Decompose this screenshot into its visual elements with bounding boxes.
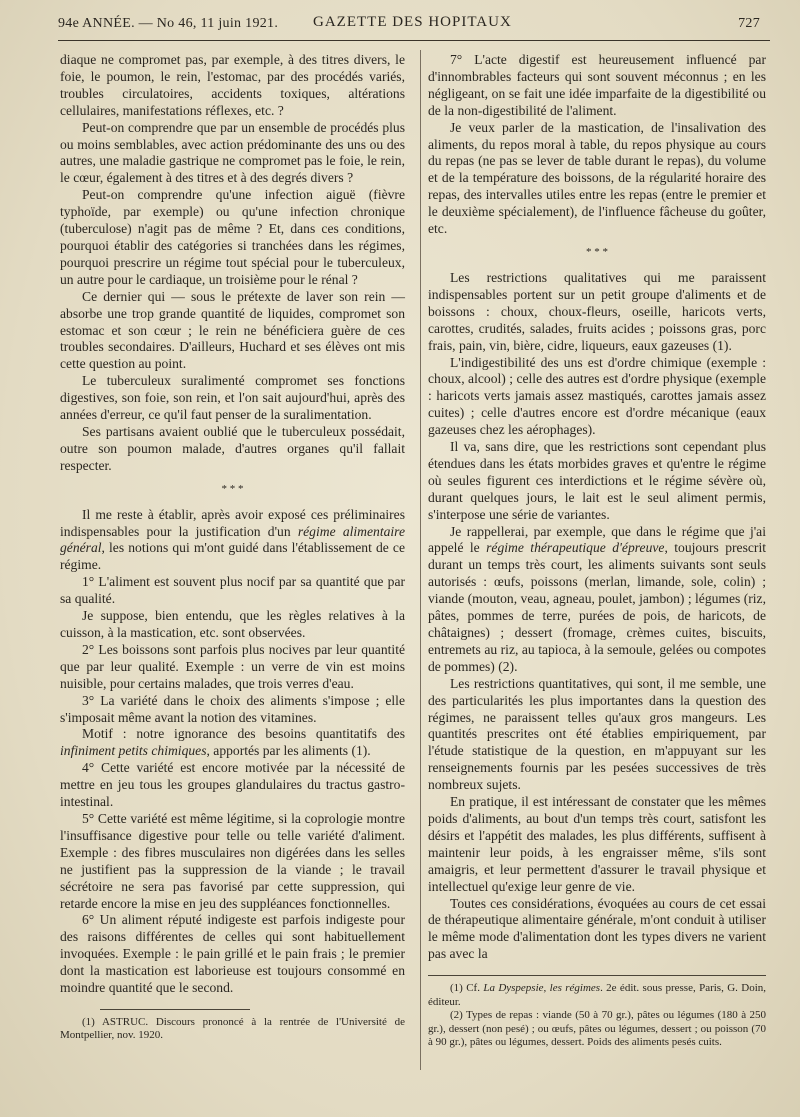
paragraph: En pratique, il est intéressant de constater que les mêmes poids d'aliments, au bout d'un temps très court, satisfont les désirs et l'appétit des malades, les plus différents, suffisent à maintenir leur poids, à les engraisser même, s'ils sont amaigris, et leur permettent d'assurer le travail physique et intellectuel qu'exige leur genre de vie. (428, 794, 766, 894)
text-run: , toujours prescrit durant un temps très court, les aliments suivants sont seuls autorisés : œufs, poissons (merlan, limande, sole, colin) ; viande (mouton, veau, agneau, poulet, jambon) ; légumes (riz, pâtes, pommes de terre, purées de pois, de haricots, de châtaignes) ; dessert (fromage, crèmes cuites, biscuits, entremets au riz, au tapioca, à la semoule, gelées ou compotes de pommes) (2). (428, 540, 766, 674)
paragraph: Peut-on comprendre que par un ensemble de procédés plus ou moins semblables, avec action prédominante des uns ou des autres, une maladie gastrique ne compromet pas le foie, le rein, le cœur, également à des titres et à des degrés divers ? (60, 119, 405, 186)
text-run: Il me reste à établir, après avoir exposé ces préliminaires indispensables pour la justification d'un (60, 506, 405, 539)
paragraph: 4° Cette variété est encore motivée par la nécessité de mettre en jeu tous les groupes glandulaires du tractus gastro-intestinal. (60, 760, 405, 810)
footnote-rule (100, 1009, 250, 1010)
text-run: , les notions qui m'ont guidé dans l'établissement de ce régime. (60, 540, 405, 573)
section-asterism: * * * (221, 482, 244, 495)
paragraph: Le tuberculeux suralimenté compromet ses fonctions digestives, son foie, son rein, et l'on sait aujourd'hui, après des années d'erreur, ce qu'il faut penser de la suralimentation. (60, 373, 405, 423)
paragraph: L'indigestibilité des uns est d'ordre chimique (exemple : choux, alcool) ; celle des autres est d'ordre physique (exemple : haricots verts jamais assez mastiqués, carottes jamais assez cuites) ; celle d'autres encore est d'ordre mécanique (eaux gazeuses chez les aérophages). (428, 354, 766, 438)
paragraph (60, 507, 405, 575)
text-run: (1) Cf. (450, 982, 484, 995)
paragraph: Toutes ces considérations, évoquées au cours de cet essai de thérapeutique alimentaire générale, m'ont conduit à utiliser le même mode d'alimentation dont les types divers ne varient pas avec la (428, 895, 766, 962)
paragraph: 1° L'aliment est souvent plus nocif par sa quantité que par sa qualité. (60, 574, 405, 607)
paragraph: Je suppose, bien entendu, que les règles relatives à la cuisson, à la mastication, etc. sont observées. (60, 608, 405, 640)
left-column (60, 52, 405, 1043)
paragraph: Ce dernier qui — sous le prétexte de laver son rein — absorbe une trop grande quantité de liquides, compromet son estomac et son cœur ; le rein ne bénéficiera guère de ces troubles secondaires. D'ailleurs, Huchard et ses élèves ont mis cette question au point. (60, 288, 405, 372)
paragraph: Peut-on comprendre qu'une infection aiguë (fièvre typhoïde, par exemple) ou qu'une infection chronique (tuberculose) n'agit pas de même ? Et, dans ces conditions, pourquoi établir des catégories si tranchées dans les régimes, pourquoi prescrire un régime tout spécial pour le tuberculeux, un autre pour le cardiaque, un troisième pour le rénal ? (60, 187, 405, 287)
paragraph: 6° Un aliment réputé indigeste est parfois indigeste pour des raisons différentes de celles qui sont habituellement invoquées. Exemple : le pain grillé et le pain frais ; le premier dont la mastication est laborieuse est toujours consommé en moindre quantité que le second. (60, 912, 405, 996)
italic-run: régime thérapeutique d'épreuve (486, 540, 665, 556)
footnote: (2) Types de repas : viande (50 à 70 gr.), pâtes ou légumes (180 à 250 gr.), dessert (non pesé) ; ou œufs, pâtes ou légumes, dessert ; ou poisson (70 à 90 gr.), pâtes ou légumes, dessert. Poids des aliments pesés cuits. (428, 1009, 766, 1049)
paragraph: Il va, sans dire, que les restrictions sont cependant plus étendues dans les états morbides graves et qu'entre le régime où seules figurent ces interdictions et le régime sévère où, durant quelques jours, le lait est le seul aliment permis, s'interpose une série de variantes. (428, 439, 766, 522)
text-run: , apportés par les aliments (1). (206, 743, 371, 759)
paragraph: diaque ne compromet pas, par exemple, à des titres divers, le foie, le poumon, le rein, l'estomac, par des procédés variés, troubles circulatoires, accidents toxiques, altérations cellulaires, manifestations réflexes, etc. ? (60, 52, 405, 118)
paragraph: Ses partisans avaient oublié que le tuberculeux possédait, outre son poumon malade, d'autres organes qu'il fallait respecter. (60, 423, 405, 473)
paragraph: Les restrictions quantitatives, qui sont, il me semble, une des particularités les plus importantes dans la question des régimes, ne paraissent telles qu'aux gros mangeurs. Les quantités prescrites ont été établies empiriquement, par l'étude statistique de la question, en m'appuyant sur les renseignements fournis par les pesées successives de très nombreux sujets. (428, 675, 766, 793)
paragraph: Les restrictions qualitatives qui me paraissent indispensables portent sur un petit groupe d'aliments et de boissons : choux, choux-fleurs, oseille, haricots verts, carottes, crudités, salades, fruits acides ; poissons gras, porc frais, pain, vin, bière, cidre, liqueurs, eaux gazeuses (1). (428, 269, 766, 353)
italic-run: régime alimentaire général (60, 523, 405, 556)
italic-run: La Dyspepsie, les régimes (483, 982, 601, 995)
italic-run: infiniment petits chimiques (60, 743, 207, 759)
issue-info: 94e ANNÉE. — No 46, 11 juin 1921. (58, 16, 279, 31)
right-column (428, 52, 766, 1050)
paragraph (60, 726, 405, 760)
paragraph: 2° Les boissons sont parfois plus nocives par leur quantité que par leur qualité. Exemple : un verre de vin est moins nuisible, pour certains malades, que trois verres d'eau. (60, 641, 405, 691)
text-run: Motif : notre ignorance des besoins quantitatifs des (82, 726, 405, 742)
footnote: (1) ASTRUC. Discours prononcé à la rentrée de l'Université de Montpellier, nov. 1920. (60, 1015, 405, 1042)
text-run: . 2e édit. sous presse, Paris, G. Doin, éditeur. (428, 982, 767, 1008)
page-number: 727 (738, 16, 760, 31)
paragraph: Je veux parler de la mastication, de l'insalivation des aliments, du repos moral à table, du repos physique au cours du repas (ne pas se lever de table durant le repas), du volume et de la température des boissons, de la régularité horaire des repas, des intervalles utiles entre les repas (entre le premier et le deuxième spécialement), de l'influence fâcheuse du goûter, etc. (428, 119, 766, 237)
text-run: Je rappellerai, par exemple, que dans le régime que j'ai appelé le (428, 523, 766, 556)
column-separator (420, 50, 421, 1070)
paragraph (428, 524, 766, 676)
paragraph: 5° Cette variété est même légitime, si la coprologie montre l'insuffisance digestive pour telle ou telle variété d'aliment. Exemple : des fibres musculaires non digérées dans les selles ne justifient pas la suppression de la viande ; le travail sécrétoire ne sera pas favorisé par cette suppression, qui retarde encore la mise en jeu des suppléances fonctionnelles. (60, 810, 405, 911)
running-header (58, 12, 764, 36)
header-rule (58, 40, 770, 41)
footnote-rule (428, 975, 766, 976)
paragraph: 3° La variété dans le choix des aliments s'impose ; elle s'imposait même avant la notion des vitamines. (60, 692, 405, 725)
section-asterism: * * * (586, 245, 608, 258)
footnote (428, 982, 766, 1009)
journal-title: GAZETTE DES HOPITAUX (313, 14, 512, 30)
paragraph: 7° L'acte digestif est heureusement influencé par d'innombrables facteurs qui sont souvent méconnus ; en les négligeant, on se fait une idée imparfaite de la digestibilité ou de la non-digestibilité de l'aliment. (428, 52, 766, 118)
